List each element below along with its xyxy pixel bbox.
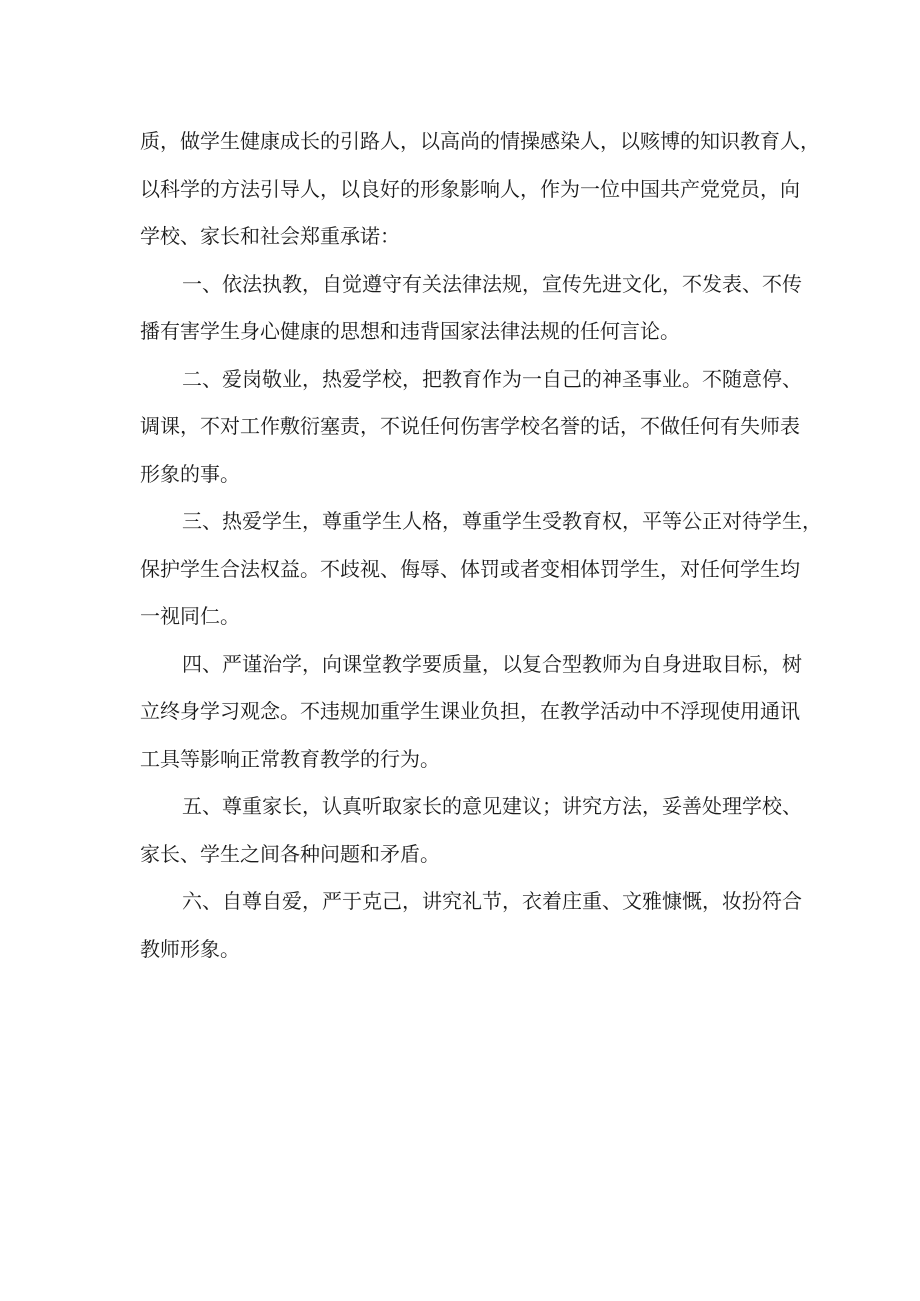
text-line: 三、热爱学生，尊重学生人格，尊重学生受教育权，平等公正对待学生， <box>182 509 822 533</box>
document-body <box>140 118 820 973</box>
text-line: 一、依法执教，自觉遵守有关法律法规，宣传先进文化，不发表、不传 <box>182 271 802 296</box>
commitment-item-4 <box>140 641 820 784</box>
text-line: 教师形象。 <box>140 936 240 961</box>
text-line: 二、爱岗敬业，热爱学校，把教育作为一自己的神圣事业。不随意停、 <box>182 366 802 391</box>
text-line: 调课，不对工作敷衍塞责，不说任何伤害学校名誉的话，不做任何有失师表 <box>140 414 800 438</box>
text-line: 播有害学生身心健康的思想和违背国家法律法规的任何言论。 <box>140 319 680 343</box>
text-line: 一视同仁。 <box>140 604 240 628</box>
text-line: 保护学生合法权益。不歧视、侮辱、体罚或者变相体罚学生，对任何学生均 <box>140 556 800 581</box>
commitment-item-5 <box>140 783 820 878</box>
commitment-item-1 <box>140 261 820 356</box>
text-line: 立终身学习观念。不违规加重学生课业负担，在教学活动中不浮现使用通讯 <box>140 699 800 723</box>
intro-paragraph <box>140 118 820 261</box>
commitment-item-3 <box>140 498 820 641</box>
text-line: 工具等影响正常教育教学的行为。 <box>140 746 440 771</box>
text-line: 质，做学生健康成长的引路人，以高尚的情操感染人，以赅博的知识教育人， <box>140 129 820 153</box>
text-line: 五、尊重家长，认真听取家长的意见建议；讲究方法，妥善处理学校、 <box>182 794 802 818</box>
text-line: 学校、家长和社会郑重承诺： <box>140 224 400 248</box>
text-line: 六、自尊自爱，严于克己，讲究礼节，衣着庄重、文雅慷慨，妆扮符合 <box>182 889 802 913</box>
commitment-item-6 <box>140 878 820 973</box>
text-line: 四、严谨治学，向课堂教学要质量，以复合型教师为自身进取目标，树 <box>182 651 802 676</box>
text-line: 以科学的方法引导人，以良好的形象影响人，作为一位中国共产党党员，向 <box>140 176 800 201</box>
commitment-item-2 <box>140 356 820 499</box>
text-line: 家长、学生之间各种问题和矛盾。 <box>140 841 440 866</box>
text-line: 形象的事。 <box>140 461 240 486</box>
